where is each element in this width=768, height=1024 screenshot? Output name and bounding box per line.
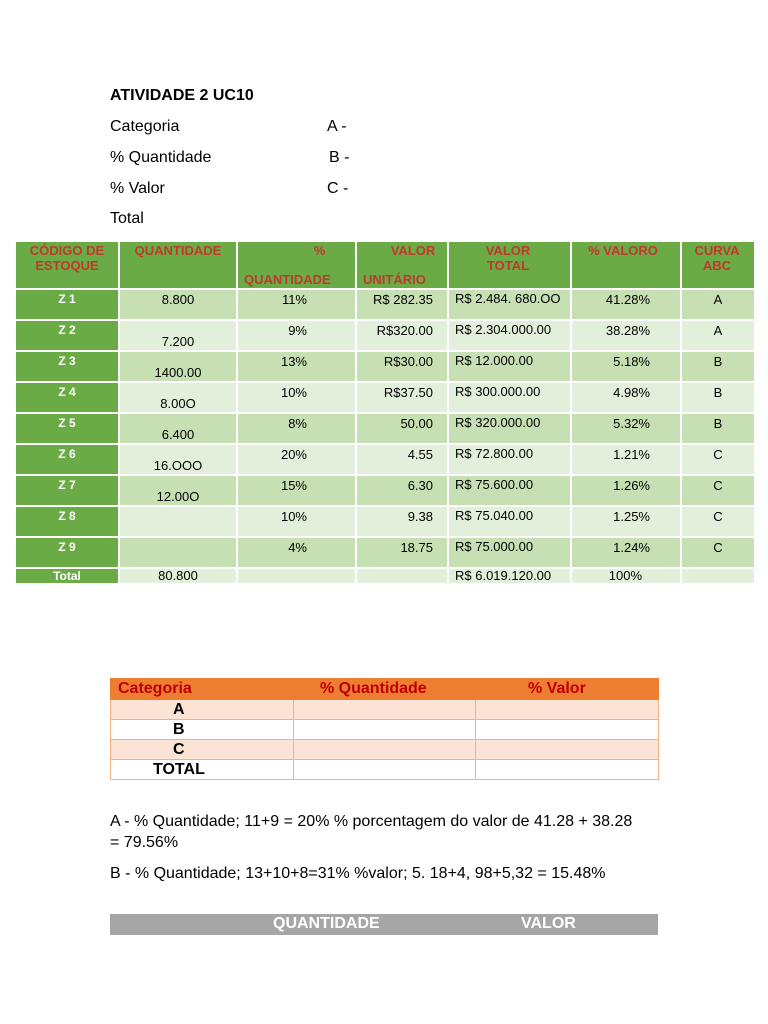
category-table — [110, 678, 659, 780]
summary-valor-label: VALOR — [521, 915, 576, 932]
row-pct-value-cell — [571, 382, 681, 413]
table-row — [15, 506, 755, 537]
row-pct-quantity: 20% — [280, 447, 307, 462]
total-row-pct-quantity — [237, 568, 356, 584]
row-pct-quantity: 13% — [280, 354, 307, 369]
table-row — [15, 475, 755, 506]
row-pct-value: 1.25% — [613, 509, 650, 524]
category-label-c: C — [111, 740, 294, 760]
note-category-b: B - % Quantidade; 13+10+8=31% %valor; 5. 18+4, 98+5,32 = 15.48% — [110, 865, 606, 882]
table-row — [15, 320, 755, 351]
category-label-total: TOTAL — [111, 760, 294, 780]
column-header-pct-valor — [571, 241, 681, 289]
column-header-pct-quantidade — [237, 241, 356, 289]
row-pct-quantity-cell — [237, 506, 356, 537]
row-pct-quantity-cell — [237, 289, 356, 320]
row-curve — [681, 320, 755, 351]
row-unit-value-cell — [356, 413, 448, 444]
row-pct-quantity: 8% — [288, 416, 307, 431]
row-quantity-cell — [119, 413, 237, 444]
category-c-valor[interactable] — [476, 740, 659, 760]
header-label-total: Total — [110, 210, 144, 227]
column-header-pct-quantidade-bottom: QUANTIDADE — [244, 272, 331, 287]
row-curve-label: B — [713, 354, 723, 369]
row-unit-value-cell — [356, 444, 448, 475]
row-pct-value: 1.21% — [613, 447, 650, 462]
table-header-row — [15, 241, 755, 289]
row-total-value-cell — [448, 537, 571, 568]
row-quantity-cell — [119, 506, 237, 537]
page-title: ATIVIDADE 2 UC10 — [110, 87, 254, 104]
row-pct-quantity: 9% — [288, 323, 307, 338]
category-c-quantidade[interactable] — [294, 740, 476, 760]
inventory-table-body — [15, 289, 755, 584]
row-pct-value-cell — [571, 413, 681, 444]
row-unit-value-cell — [356, 537, 448, 568]
category-a-quantidade[interactable] — [294, 700, 476, 720]
row-pct-value-cell — [571, 506, 681, 537]
category-row — [111, 720, 659, 740]
column-header-pct-valor-label: % VALORO — [588, 243, 658, 258]
row-total-value-cell — [448, 351, 571, 382]
row-quantity-cell — [119, 382, 237, 413]
header-value-b: B - — [329, 149, 350, 166]
row-pct-quantity-cell — [237, 382, 356, 413]
category-row — [111, 760, 659, 780]
row-pct-quantity-cell — [237, 475, 356, 506]
row-unit-value-cell — [356, 382, 448, 413]
row-code: Z 7 — [15, 475, 119, 506]
row-quantity-cell — [119, 320, 237, 351]
row-pct-quantity: 15% — [280, 478, 307, 493]
category-header-valor: % Valor — [476, 679, 659, 700]
column-header-quantidade — [119, 241, 237, 289]
header-label-valor: % Valor — [110, 180, 165, 197]
row-unit-value: R$ 282.35 — [373, 292, 433, 307]
summary-quantidade-label: QUANTIDADE — [273, 915, 380, 932]
row-unit-value: R$30.00 — [383, 354, 433, 369]
row-total-value-cell — [448, 289, 571, 320]
row-curve-label: C — [713, 447, 723, 462]
row-pct-value-cell — [571, 351, 681, 382]
row-unit-value: 6.30 — [407, 478, 433, 493]
header-value-a: A - — [327, 118, 347, 135]
column-header-curva-abc — [681, 241, 755, 289]
category-header-row — [111, 679, 659, 700]
note-category-a: A - % Quantidade; 11+9 = 20% % porcentagem do valor de 41.28 + 38.28 = 79.56% — [110, 813, 633, 851]
row-total-value: R$ 320.000.00 — [455, 415, 541, 430]
total-row-quantity: 80.800 — [119, 568, 237, 584]
row-code: Z 6 — [15, 444, 119, 475]
row-quantity: 8.00O — [160, 396, 196, 411]
row-pct-quantity: 4% — [288, 540, 307, 555]
row-total-value-cell — [448, 413, 571, 444]
row-pct-value: 1.26% — [613, 478, 650, 493]
row-unit-value: 4.55 — [407, 447, 433, 462]
table-row — [15, 413, 755, 444]
table-row — [15, 289, 755, 320]
row-quantity-cell — [119, 444, 237, 475]
row-pct-value-cell — [571, 475, 681, 506]
row-curve — [681, 351, 755, 382]
row-curve-label: C — [713, 540, 723, 555]
row-code: Z 8 — [15, 506, 119, 537]
category-header-categoria: Categoria — [111, 679, 294, 700]
row-total-value: R$ 300.000.00 — [455, 384, 541, 399]
row-code: Z 4 — [15, 382, 119, 413]
category-total-quantidade[interactable] — [294, 760, 476, 780]
column-header-curva-abc-label: CURVA ABC — [694, 243, 740, 273]
row-unit-value-cell — [356, 506, 448, 537]
row-curve-label: B — [713, 385, 723, 400]
total-row-curve — [681, 568, 755, 584]
header-label-categoria: Categoria — [110, 118, 180, 135]
row-total-value-cell — [448, 506, 571, 537]
row-curve — [681, 382, 755, 413]
row-total-value: R$ 75.600.00 — [455, 477, 534, 492]
header-label-quantidade: % Quantidade — [110, 149, 212, 166]
row-total-value: R$ 2.484. 680.OO — [455, 291, 561, 306]
row-total-value-cell — [448, 444, 571, 475]
column-header-valor-unitario — [356, 241, 448, 289]
row-total-value-cell — [448, 382, 571, 413]
row-pct-quantity: 11% — [281, 292, 307, 307]
row-pct-value: 38.28% — [605, 323, 650, 338]
row-pct-quantity-cell — [237, 537, 356, 568]
row-quantity: 8.800 — [161, 292, 195, 307]
table-row — [15, 444, 755, 475]
category-header-quantidade: % Quantidade — [294, 679, 476, 700]
row-unit-value-cell — [356, 320, 448, 351]
table-row — [15, 382, 755, 413]
row-quantity: 1400.00 — [154, 365, 202, 380]
category-label-b: B — [111, 720, 294, 740]
row-pct-value: 41.28% — [605, 292, 650, 307]
row-unit-value: 18.75 — [400, 540, 433, 555]
row-curve — [681, 413, 755, 444]
row-pct-value-cell — [571, 289, 681, 320]
row-pct-quantity: 10% — [280, 509, 307, 524]
table-row — [15, 537, 755, 568]
inventory-table — [14, 240, 756, 585]
row-pct-value: 4.98% — [613, 385, 650, 400]
row-code: Z 5 — [15, 413, 119, 444]
row-pct-quantity-cell — [237, 444, 356, 475]
row-curve-label: C — [713, 509, 723, 524]
summary-header-bar — [110, 914, 658, 935]
column-header-quantidade-label: QUANTIDADE — [134, 243, 222, 258]
row-pct-quantity: 10% — [280, 385, 307, 400]
row-pct-value-cell — [571, 537, 681, 568]
row-pct-quantity-cell — [237, 320, 356, 351]
row-unit-value-cell — [356, 351, 448, 382]
row-pct-quantity-cell — [237, 351, 356, 382]
category-b-quantidade[interactable] — [294, 720, 476, 740]
row-curve-label: A — [713, 292, 723, 307]
category-b-valor[interactable] — [476, 720, 659, 740]
row-curve — [681, 506, 755, 537]
row-total-value-cell — [448, 475, 571, 506]
total-row-label: Total — [15, 568, 119, 584]
row-curve — [681, 444, 755, 475]
column-header-valor-total-label: VALOR TOTAL — [485, 243, 531, 273]
category-label-a: A — [111, 700, 294, 720]
row-total-value: R$ 2.304.000.00 — [455, 322, 552, 337]
row-pct-value-cell — [571, 444, 681, 475]
total-row — [15, 568, 755, 584]
row-pct-quantity-cell — [237, 413, 356, 444]
row-quantity-cell — [119, 537, 237, 568]
column-header-valor-total — [448, 241, 571, 289]
row-unit-value: 9.38 — [407, 509, 433, 524]
row-total-value: R$ 72.800.00 — [455, 446, 534, 461]
row-code: Z 1 — [15, 289, 119, 320]
category-a-valor[interactable] — [476, 700, 659, 720]
row-code: Z 2 — [15, 320, 119, 351]
row-total-value: R$ 12.000.00 — [455, 353, 534, 368]
table-row — [15, 351, 755, 382]
row-pct-value: 5.18% — [613, 354, 650, 369]
category-row — [111, 740, 659, 760]
total-row-total-value: R$ 6.019.120.00 — [448, 568, 571, 584]
row-curve-label: B — [713, 416, 723, 431]
header-value-c: C - — [327, 180, 349, 197]
row-curve-label: A — [713, 323, 723, 338]
column-header-codigo — [15, 241, 119, 289]
row-code: Z 9 — [15, 537, 119, 568]
row-curve — [681, 475, 755, 506]
column-header-valor-unitario-bottom: UNITÁRIO — [363, 272, 426, 287]
column-header-pct-quantidade-top: % — [313, 243, 326, 258]
row-code: Z 3 — [15, 351, 119, 382]
row-total-value: R$ 75.000.00 — [455, 539, 534, 554]
row-quantity: 6.400 — [161, 427, 195, 442]
row-unit-value-cell — [356, 475, 448, 506]
column-header-valor-unitario-top: VALOR — [390, 243, 436, 258]
row-quantity: 7.200 — [161, 334, 195, 349]
total-row-pct-value: 100% — [571, 568, 681, 584]
row-pct-value-cell — [571, 320, 681, 351]
category-row — [111, 700, 659, 720]
row-curve-label: C — [713, 478, 723, 493]
row-quantity-cell — [119, 351, 237, 382]
total-row-unit-value — [356, 568, 448, 584]
row-unit-value: 50.00 — [400, 416, 433, 431]
row-pct-value: 5.32% — [613, 416, 650, 431]
row-unit-value: R$37.50 — [383, 385, 433, 400]
row-unit-value-cell — [356, 289, 448, 320]
row-curve — [681, 289, 755, 320]
row-quantity-cell — [119, 475, 237, 506]
row-quantity: 12.00O — [156, 489, 200, 504]
row-pct-value: 1.24% — [613, 540, 650, 555]
row-total-value: R$ 75.040.00 — [455, 508, 534, 523]
row-quantity-cell — [119, 289, 237, 320]
row-unit-value: R$320.00 — [376, 323, 433, 338]
row-quantity: 16.OOO — [153, 458, 203, 473]
column-header-codigo-label: CÓDIGO DE ESTOQUE — [29, 243, 105, 273]
row-total-value-cell — [448, 320, 571, 351]
category-total-valor[interactable] — [476, 760, 659, 780]
row-curve — [681, 537, 755, 568]
